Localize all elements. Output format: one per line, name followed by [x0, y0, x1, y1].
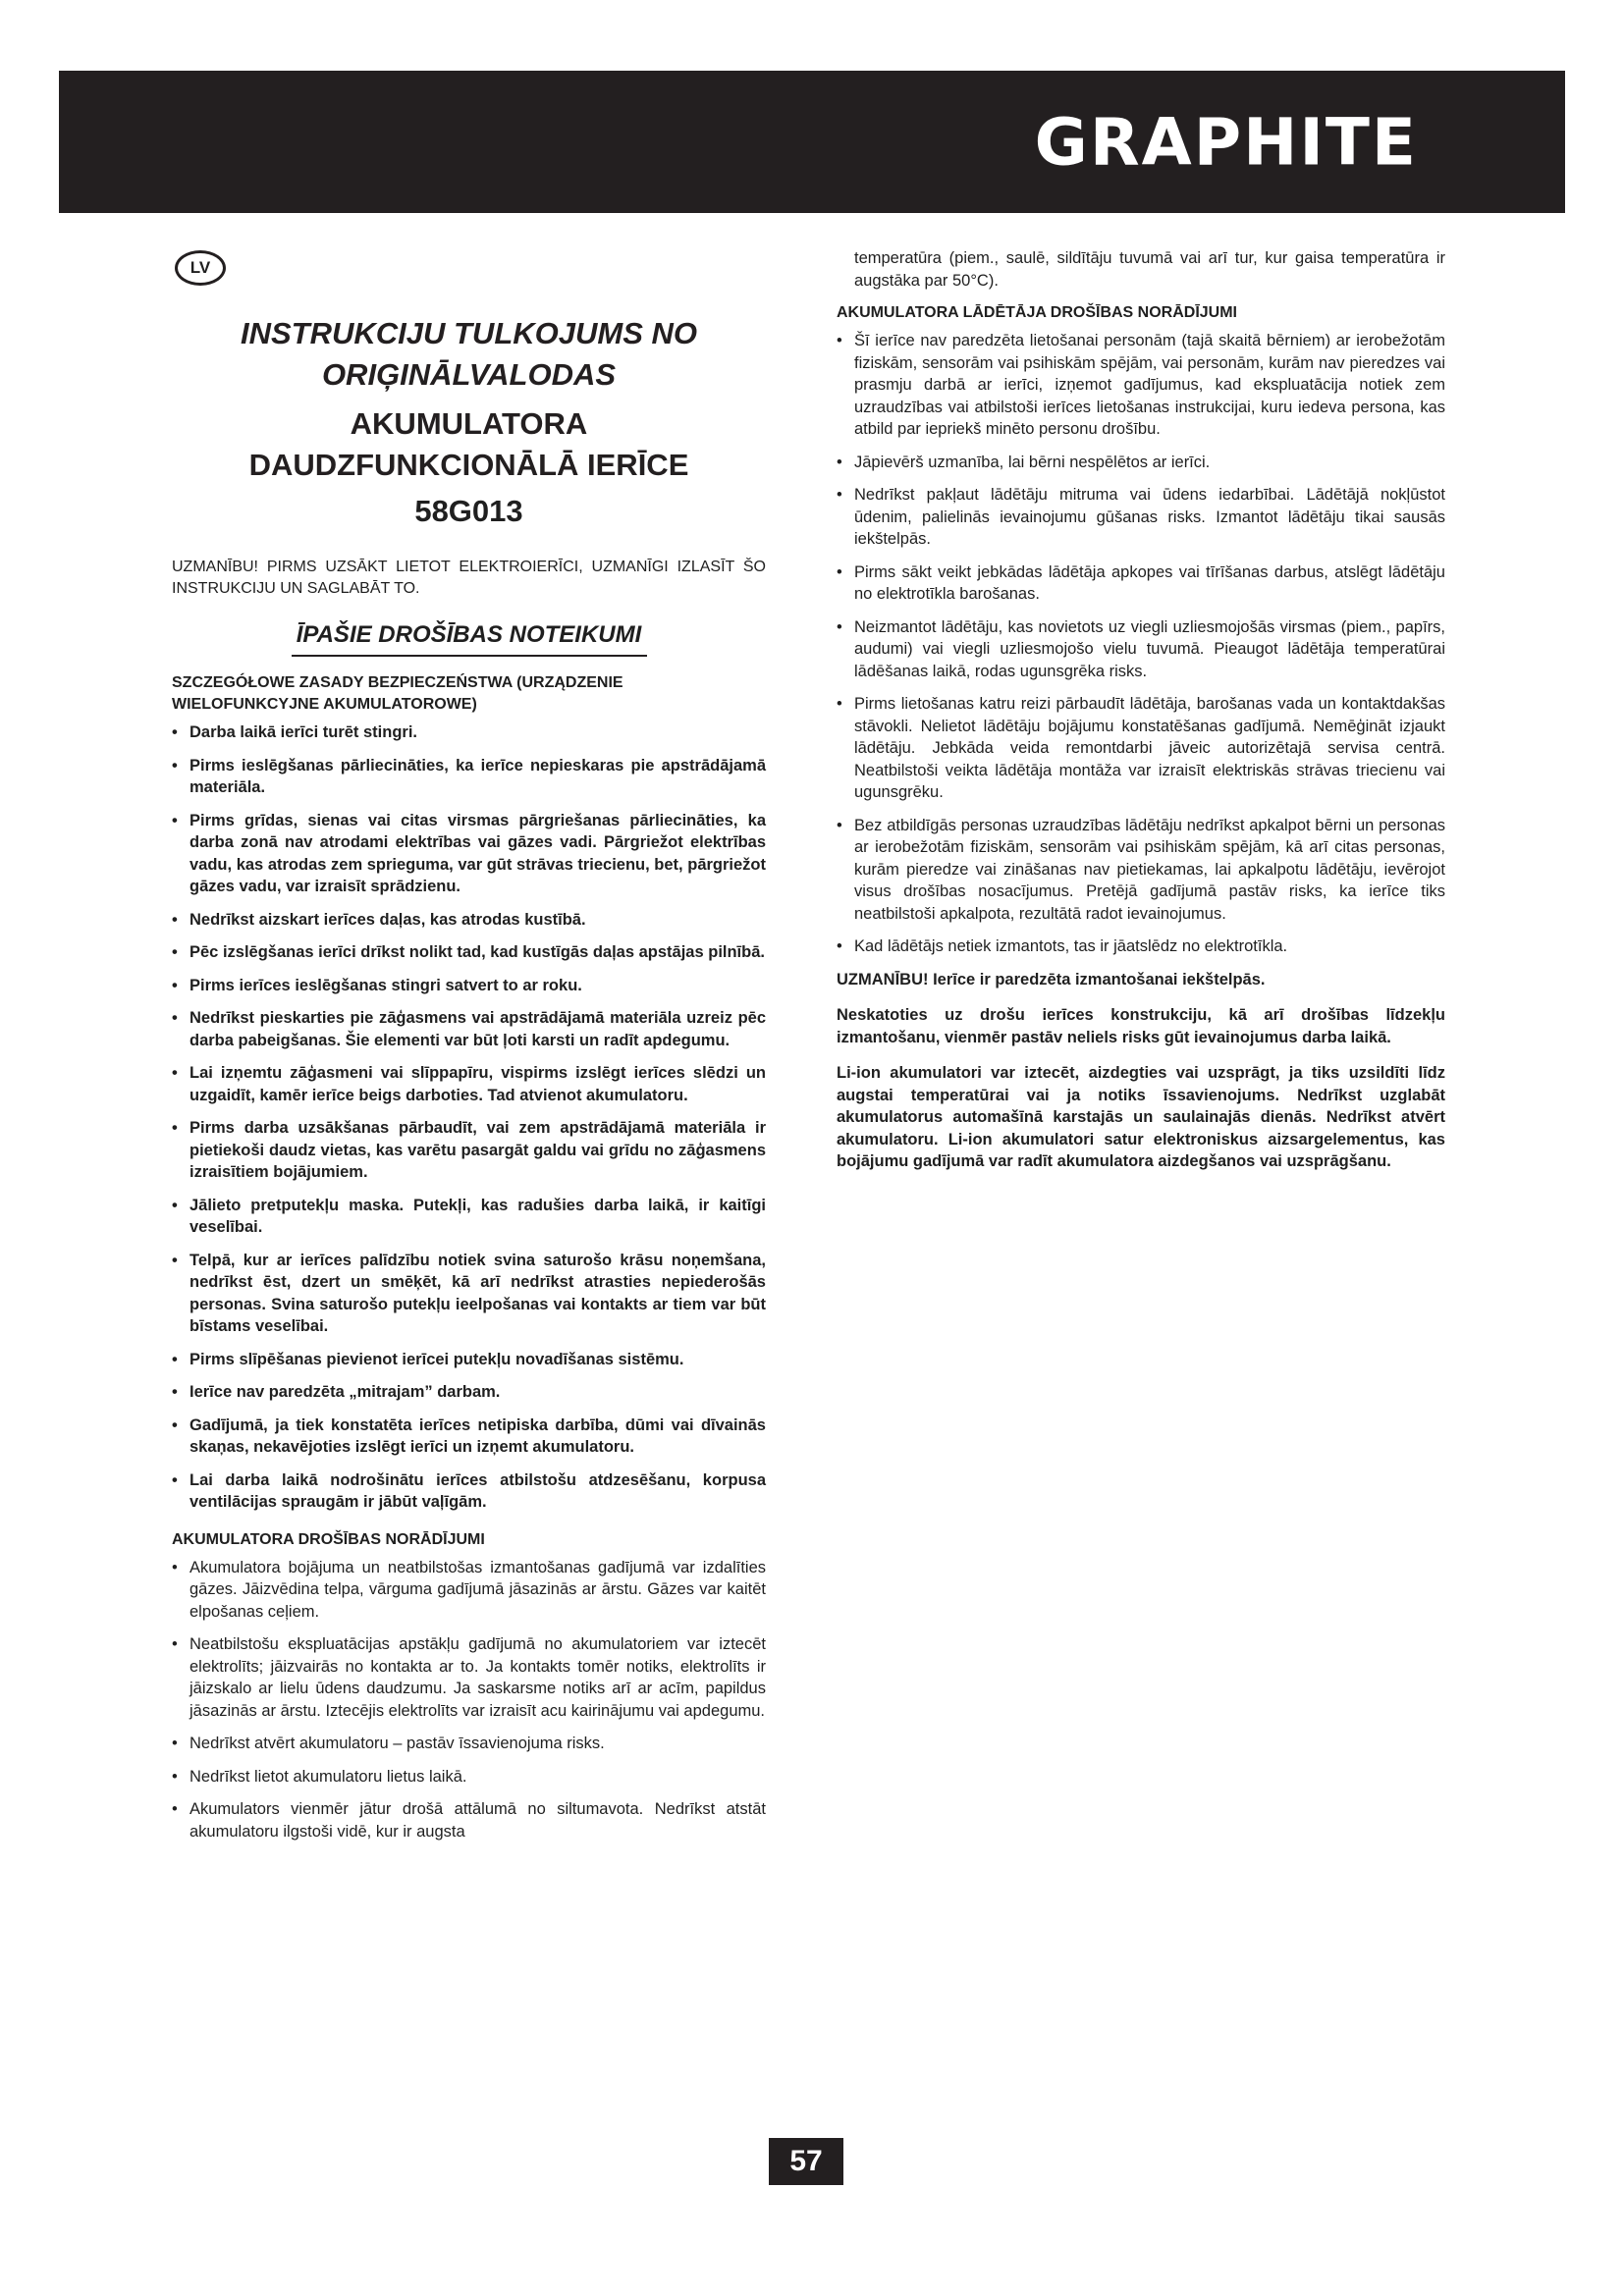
list-item: • Akumulatora bojājuma un neatbilstošas izmantošanas gadījumā var izdalīties gāzes. Jāizvēdina telpa, vārguma gadījumā jāsazinās ar ārstu. Gāzes var kaitēt elpošanas ceļiem. — [172, 1557, 766, 1624]
list-item: • Pirms ieslēgšanas pārliecināties, ka ierīce nepieskaras pie apstrādājamā materiāla. — [172, 755, 766, 799]
document-title-line-1: INSTRUKCIJU TULKOJUMS NO — [240, 316, 697, 350]
li-ion-warning: Li-ion akumulatori var iztecēt, aizdegties vai uzsprāgt, ja tiks uzsildīti līdz augstai temperatūrai vai ja notiks īssavienojums. Nedrīkst uzglabāt akumulatorus automašīnā karstajās un saulainajās dienās. Nedrīkst atvērt akumulatoru. Li-ion akumulatori satur elektroniskus aizsargelementus, kas bojājumu gadījumā var radīt akumulatora aizdegšanos vai uzsprāgšanu. — [837, 1064, 1445, 1170]
list-item: • Lai izņemtu zāģasmeni vai slīppapīru, vispirms izslēgt ierīces slēdzi un uzgaidīt, kamēr ierīce beigs darboties. Tad atvienot akumulatoru. — [172, 1062, 766, 1106]
residual-risk-note: Neskatoties uz drošu ierīces konstrukciju, kā arī drošības līdzekļu izmantošanu, vienmēr pastāv neliels risks gūt ievainojumus darba laikā. — [837, 1006, 1445, 1046]
safety-rules-title: ĪPAŠIE DROŠĪBAS NOTEIKUMI — [292, 621, 647, 657]
continued-paragraph: temperatūra (piem., saulē, sildītāju tuvumā vai arī tur, kur gaisa temperatūra ir augstāka par 50°C). — [854, 249, 1445, 290]
list-item: • Pirms darba uzsākšanas pārbaudīt, vai zem apstrādājamā materiāla ir pietiekoši daudz vietas, kas varētu pasargāt galdu vai grīdu no zāģasmens izraisītiem bojājumiem. — [172, 1117, 766, 1184]
list-item: • Nedrīkst pieskarties pie zāģasmens vai apstrādājamā materiāla uzreiz pēc darba pabeigšanas. Šie elementi var būt ļoti karsti un radīt apdegumu. — [172, 1007, 766, 1051]
product-title-line-2: DAUDZFUNKCIONĀLĀ IERĪCE — [248, 448, 689, 482]
brand-logo: GRAPHITE — [1034, 104, 1418, 180]
battery-safety-heading: AKUMULATORA DROŠĪBAS NORĀDĪJUMI — [172, 1530, 485, 1548]
language-badge: LV — [175, 250, 226, 286]
list-item: • Gadījumā, ja tiek konstatēta ierīces netipiska darbība, dūmi vai dīvainās skaņas, nekavējoties izslēgt ierīci un izņemt akumulatoru. — [172, 1415, 766, 1459]
model-number: 58G013 — [414, 494, 523, 528]
indoor-use-warning: UZMANĪBU! Ierīce ir paredzēta izmantošanai iekštelpās. — [837, 970, 1266, 988]
list-item: • Bez atbildīgās personas uzraudzības lādētāju nedrīkst apkalpot bērni un personas ar ierobežotām fiziskām, sensorām vai psihiskām spējām, kā arī citas personas, kurām pieredze vai zināšanas nav pietiekamas, lai apkalpotu lādētāju, ievērojot visus drošības nosacījumus. Pretējā gadījumā pastāv risks, ka ierīce tiks neatbilstoši apkalpota, rezultātā radot ievainojumus. — [837, 815, 1445, 926]
document-title — [172, 313, 766, 396]
list-item: • Pirms grīdas, sienas vai citas virsmas pārgriešanas pārliecināties, ka darba zonā nav atrodami elektrības vai gāzes vadi. Pārgriežot elektrības vadu, kas atrodas zem sprieguma, var gūt strāvas triecienu, bet, pārgriežot gāzes vadu, var izraisīt sprādzienu. — [172, 810, 766, 898]
list-item: • Neizmantot lādētāju, kas novietots uz viegli uzliesmojošās virsmas (piem., papīrs, audumi) vai viegli uzliesmojošo vielu tuvumā. Pieaugot lādētāja temperatūrai lādēšanas laikā, rodas ugunsgrēka risks. — [837, 616, 1445, 683]
product-title — [172, 403, 766, 486]
document-title-line-2: ORIĢINĀLVALODAS — [321, 357, 617, 392]
list-item: • Nedrīkst aizskart ierīces daļas, kas atrodas kustībā. — [172, 909, 766, 932]
list-item: • Akumulators vienmēr jātur drošā attālumā no siltumavota. Nedrīkst atstāt akumulatoru ilgstoši vidē, kur ir augsta — [172, 1798, 766, 1842]
list-item: • Šī ierīce nav paredzēta lietošanai personām (tajā skaitā bērniem) ar ierobežotām fiziskām, sensorām vai psihiskām spējām, vai personām, kurām nav pieredzes vai prasmju darbā ar ierīci, izņemot gadījumus, kad ekspluatācija notiek zem uzraudzības vai atbilstoši ierīces lietošanas instrukcijai, kuru iedeva persona, kas atbild par iepriekš minēto personu drošību. — [837, 330, 1445, 441]
list-item: • Neatbilstošu ekspluatācijas apstākļu gadījumā no akumulatoriem var iztecēt elektrolīts; jāizvairās no kontakta ar to. Ja kontakts tomēr notiks, elektrolīts ir jāizskalo ar lielu ūdens daudzumu. Ja saskarsme notiks arī ar acīm, papildus jāsazinās ar ārstu. Iztecējis elektrolīts var izraisīt acu kairinājumu vai apdegumu. — [172, 1633, 766, 1722]
list-item: • Nedrīkst atvērt akumulatoru – pastāv īssavienojuma risks. — [172, 1733, 766, 1755]
battery-safety-list — [172, 1557, 766, 1843]
read-instructions-warning: UZMANĪBU! PIRMS UZSĀKT LIETOT ELEKTROIERĪCI, UZMANĪGI IZLASĪT ŠO INSTRUKCIJU UN SAGLABĀT TO. — [172, 559, 766, 597]
detailed-safety-heading: SZCZEGÓŁOWE ZASADY BEZPIECZEŃSTWA (URZĄDZENIE WIELOFUNKCYJNE AKUMULATOROWE) — [172, 674, 623, 713]
charger-safety-heading: AKUMULATORA LĀDĒTĀJA DROŠĪBAS NORĀDĪJUMI — [837, 304, 1237, 321]
list-item: • Kad lādētājs netiek izmantots, tas ir jāatslēdz no elektrotīkla. — [837, 935, 1445, 958]
device-safety-list — [172, 721, 766, 1514]
list-item: • Pirms lietošanas katru reizi pārbaudīt lādētāja, barošanas vada un kontaktdakšas stāvokli. Nelietot lādētāju bojājumu konstatēšanas gadījumā. Nemēģināt izjaukt lādētāju. Jebkāda veida remontdarbi jāveic autorizētajā servisa centrā. Neatbilstoši veikta lādētāja montāža var izraisīt elektriskās strāvas triecienu vai ugunsgrēku. — [837, 693, 1445, 804]
list-item: • Telpā, kur ar ierīces palīdzību notiek svina saturošo krāsu noņemšana, nedrīkst ēst, dzert un smēķēt, kā arī nedrīkst atrasties nepiederošās personas. Svina saturošo putekļu ieelpošanas vai kontakts ar tiem var būt bīstams veselībai. — [172, 1250, 766, 1338]
list-item: • Jālieto pretputekļu maska. Putekļi, kas radušies darba laikā, ir kaitīgi veselībai. — [172, 1195, 766, 1239]
list-item: • Pirms ierīces ieslēgšanas stingri satvert to ar roku. — [172, 975, 766, 997]
list-item: • Jāpievērš uzmanība, lai bērni nespēlētos ar ierīci. — [837, 452, 1445, 474]
charger-safety-list — [837, 330, 1445, 958]
list-item: • Nedrīkst pakļaut lādētāju mitruma vai ūdens iedarbībai. Lādētājā nokļūstot ūdenim, palielinās ievainojumu gūšanas risks. Izmantot lādētāju tikai sausās iekštelpās. — [837, 484, 1445, 551]
list-item: • Darba laikā ierīci turēt stingri. — [172, 721, 766, 744]
right-column — [837, 247, 1445, 1187]
list-item: • Pirms sākt veikt jebkādas lādētāja apkopes vai tīrīšanas darbus, atslēgt lādētāju no elektrotīkla barošanas. — [837, 561, 1445, 606]
header-bar — [59, 71, 1565, 213]
product-title-line-1: AKUMULATORA — [350, 406, 588, 441]
list-item: • Ierīce nav paredzēta „mitrajam” darbam. — [172, 1381, 766, 1404]
list-item: • Lai darba laikā nodrošinātu ierīces atbilstošu atdzesēšanu, korpusa ventilācijas spraugām ir jābūt vaļīgām. — [172, 1469, 766, 1514]
list-item: • Pēc izslēgšanas ierīci drīkst nolikt tad, kad kustīgās daļas apstājas pilnībā. — [172, 941, 766, 964]
page-number: 57 — [769, 2138, 843, 2185]
list-item: • Nedrīkst lietot akumulatoru lietus laikā. — [172, 1766, 766, 1789]
list-item: • Pirms slīpēšanas pievienot ierīcei putekļu novadīšanas sistēmu. — [172, 1349, 766, 1371]
left-column — [172, 245, 766, 1853]
